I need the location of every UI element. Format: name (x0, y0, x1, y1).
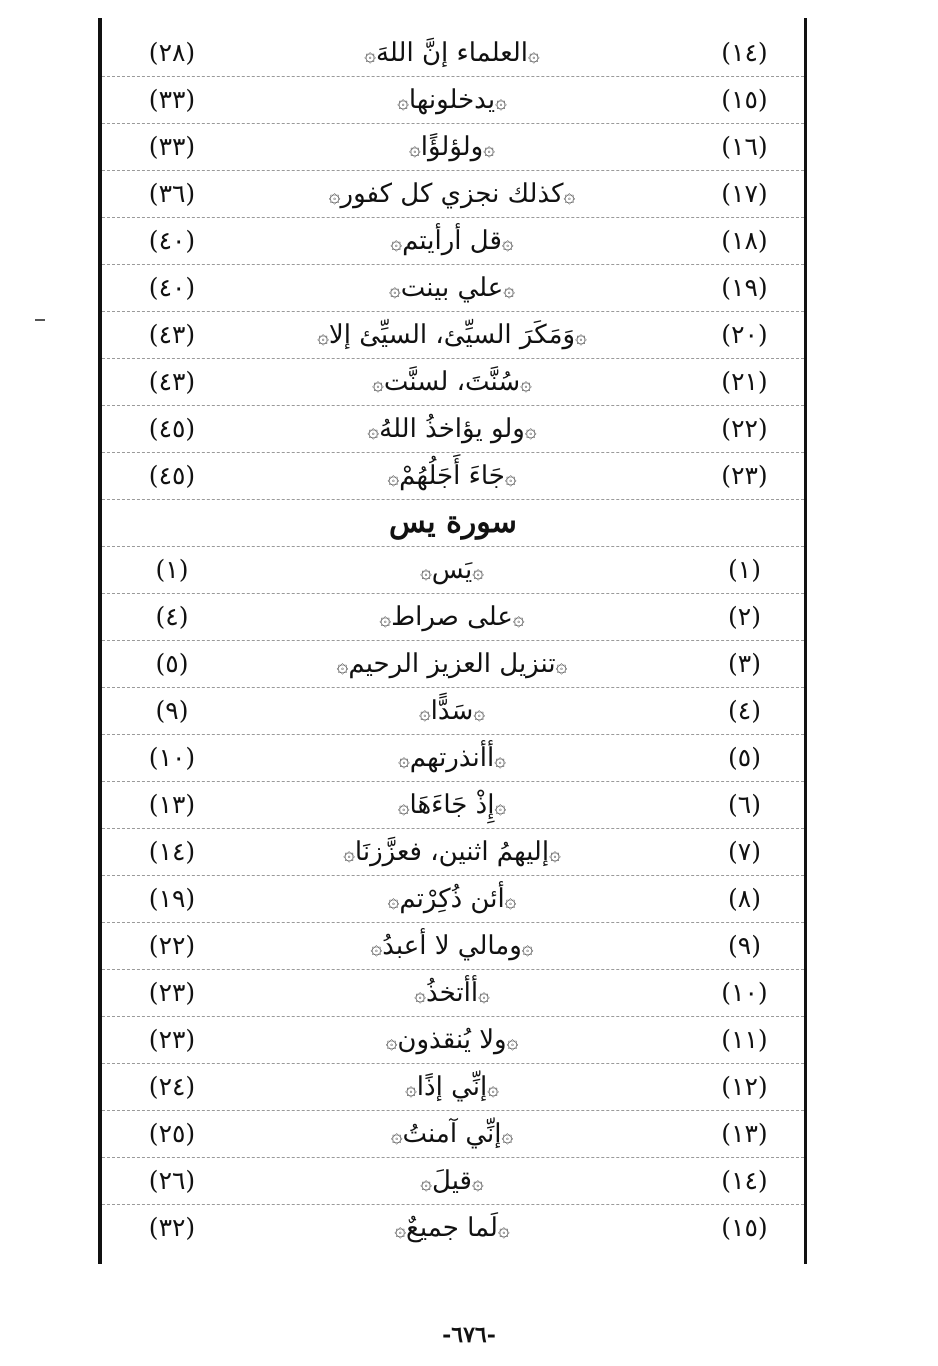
ornament-close-icon: ۞ (390, 1123, 403, 1147)
reference-number: (٤٠) (148, 273, 196, 302)
reference-number: (٣٢) (148, 1213, 196, 1242)
verse-text (252, 923, 652, 969)
reference-number: (١٩) (148, 884, 196, 913)
reference-number: (١٣) (148, 790, 196, 819)
verse-text (252, 688, 652, 734)
ornament-close-icon: ۞ (420, 559, 432, 583)
reference-number: (٣٦) (148, 179, 196, 208)
reference-number: (٥) (155, 649, 189, 678)
ornament-close-icon: ۞ (317, 324, 329, 348)
ornament-open-icon: ۞ (504, 888, 517, 912)
ornament-open-icon: ۞ (494, 794, 507, 818)
table-row (102, 594, 804, 641)
verse-number: (٥) (728, 743, 761, 772)
verse-number: (٢٠) (721, 320, 768, 349)
ornament-open-icon: ۞ (497, 1217, 510, 1241)
ornament-open-icon: ۞ (473, 700, 486, 724)
ornament-close-icon: ۞ (405, 1076, 417, 1100)
ornament-close-icon: ۞ (418, 700, 431, 724)
verse-text (252, 829, 652, 875)
ornament-open-icon: ۞ (472, 559, 484, 583)
verse-number: (١٧) (721, 179, 768, 208)
ornament-open-icon: ۞ (503, 277, 515, 301)
reference-number: (٤٠) (148, 226, 196, 255)
reference-number: (٤٥) (148, 414, 196, 443)
ornament-close-icon: ۞ (409, 136, 421, 160)
table-row (102, 406, 804, 453)
ornament-open-icon: ۞ (555, 653, 568, 677)
verse-words: ولؤلؤًا (420, 132, 484, 162)
verse-words: علي بينت (400, 273, 504, 303)
ornament-open-icon: ۞ (483, 136, 495, 160)
ornament-close-icon: ۞ (398, 747, 410, 771)
verse-words: سَدًّا (430, 696, 474, 726)
ornament-close-icon: ۞ (394, 1217, 407, 1241)
verse-words: إنِّي آمنتُ (402, 1119, 502, 1149)
table-row (102, 547, 804, 594)
verse-text (252, 735, 652, 781)
ornament-open-icon: ۞ (506, 1029, 519, 1053)
reference-number: (٤٥) (148, 461, 196, 490)
stray-mark (35, 319, 45, 321)
ornament-open-icon: ۞ (575, 324, 587, 348)
verse-number: (١٢) (721, 1072, 768, 1101)
verse-number: (١٤) (721, 1166, 768, 1195)
verse-text (252, 594, 652, 640)
verse-number: (٧) (728, 837, 761, 866)
ornament-close-icon: ۞ (420, 1170, 433, 1194)
verse-text (252, 641, 652, 687)
verse-words: جَاءَ أَجَلُهُمْ (399, 461, 505, 491)
table-row (102, 312, 804, 359)
verse-number: (١١) (721, 1025, 768, 1054)
table-row (102, 265, 804, 312)
table-row (102, 359, 804, 406)
table-row (102, 829, 804, 876)
ornament-open-icon: ۞ (501, 230, 514, 254)
ornament-close-icon: ۞ (414, 982, 426, 1006)
table-row (102, 782, 804, 829)
verse-number: (١٩) (721, 273, 768, 302)
verse-number: (٢٣) (721, 461, 768, 490)
verse-number: (١٥) (721, 85, 768, 114)
ornament-open-icon: ۞ (521, 935, 534, 959)
section-title: سورة يس (102, 500, 804, 547)
verse-words: قل أرأيتم (402, 226, 502, 256)
table-row (102, 641, 804, 688)
verse-number: (١٤) (721, 38, 768, 67)
verse-words: ولو يؤاخذُ اللهُ (379, 414, 525, 444)
reference-number: (٢٥) (148, 1119, 196, 1148)
verse-number: (١٠) (721, 978, 768, 1007)
ornament-close-icon: ۞ (343, 841, 355, 865)
verse-words: أأنذرتهم (409, 743, 495, 773)
verse-words: تنزيل العزيز الرحيم (348, 649, 556, 679)
ornament-close-icon: ۞ (387, 465, 400, 489)
verse-words: قيلَ (432, 1166, 472, 1196)
table-row (102, 171, 804, 218)
verse-text (252, 970, 652, 1016)
verse-text (252, 406, 652, 452)
verse-words: ولا يُنقذون (397, 1025, 507, 1055)
verse-words: إليهمُ اثنين، فعزَّزنَا (354, 837, 550, 867)
ornament-open-icon: ۞ (512, 606, 525, 630)
ornament-open-icon: ۞ (495, 89, 507, 113)
table-row (102, 876, 804, 923)
verse-text (252, 124, 652, 170)
table-row (102, 1111, 804, 1158)
verse-text (252, 1205, 652, 1251)
reference-number: (١) (155, 555, 189, 584)
reference-number: (٤) (155, 602, 189, 631)
table-row (102, 1205, 804, 1252)
table-row (102, 218, 804, 265)
verse-text (252, 547, 652, 593)
ornament-open-icon: ۞ (549, 841, 561, 865)
ornament-close-icon: ۞ (328, 183, 341, 207)
verse-text (252, 876, 652, 922)
verse-text (252, 1158, 652, 1204)
verse-number: (١) (728, 555, 761, 584)
ornament-open-icon: ۞ (504, 465, 517, 489)
verse-words: إنِّي إذًا (416, 1072, 488, 1102)
verse-number: (٨) (728, 884, 761, 913)
ornament-open-icon: ۞ (528, 42, 540, 66)
table-row (102, 1017, 804, 1064)
table-row (102, 453, 804, 500)
ornament-open-icon: ۞ (494, 747, 506, 771)
reference-number: (٢٢) (148, 931, 196, 960)
verse-words: يدخلونها (408, 85, 496, 115)
verse-number: (٣) (728, 649, 761, 678)
reference-number: (٢٦) (148, 1166, 196, 1195)
ornament-open-icon: ۞ (524, 418, 537, 442)
ornament-open-icon: ۞ (487, 1076, 499, 1100)
ornament-close-icon: ۞ (364, 42, 376, 66)
ornament-close-icon: ۞ (372, 371, 384, 395)
verse-number: (٢١) (721, 367, 768, 396)
table-row (102, 30, 804, 77)
ornament-close-icon: ۞ (389, 277, 401, 301)
verse-words: أئن ذُكِرْتم (399, 884, 505, 914)
verse-words: يَس (431, 555, 473, 585)
ornament-close-icon: ۞ (397, 89, 409, 113)
table-row (102, 1064, 804, 1111)
verse-text (252, 359, 652, 405)
ornament-open-icon: ۞ (478, 982, 490, 1006)
page-number: -٦٧٦- (442, 1322, 496, 1348)
verse-text (252, 77, 652, 123)
verse-text (252, 1111, 652, 1157)
table-row (102, 923, 804, 970)
verse-text (252, 265, 652, 311)
ornament-close-icon: ۞ (379, 606, 392, 630)
ornament-close-icon: ۞ (367, 418, 380, 442)
table-row (102, 970, 804, 1017)
verse-words: سُنَّتَ، لسنَّت (383, 367, 521, 397)
verse-words: العلماء إنَّ اللهَ (375, 38, 528, 68)
ornament-open-icon: ۞ (471, 1170, 484, 1194)
verse-number: (٢) (728, 602, 761, 631)
reference-number: (٢٣) (148, 1025, 196, 1054)
ornament-open-icon: ۞ (501, 1123, 514, 1147)
reference-number: (٩) (155, 696, 189, 725)
verse-number: (١٥) (721, 1213, 768, 1242)
ornament-close-icon: ۞ (370, 935, 383, 959)
reference-number: (٤٣) (148, 367, 196, 396)
ornament-close-icon: ۞ (336, 653, 349, 677)
reference-number: (٣٣) (148, 132, 196, 161)
ornament-close-icon: ۞ (397, 794, 410, 818)
table-row (102, 1158, 804, 1205)
reference-number: (١٠) (148, 743, 196, 772)
verse-text (252, 453, 652, 499)
verse-words: ومالي لا أعبدُ (382, 931, 522, 961)
verse-words: على صراط (391, 602, 513, 632)
reference-number: (٢٤) (148, 1072, 196, 1101)
verse-number: (١٦) (721, 132, 768, 161)
ornament-close-icon: ۞ (385, 1029, 398, 1053)
verse-number: (٦) (728, 790, 761, 819)
verse-text (252, 218, 652, 264)
index-table-frame (98, 18, 807, 1264)
verse-words: وَمَكَرَ السيِّئ، السيِّئ إلا (328, 320, 576, 350)
reference-number: (٢٨) (148, 38, 196, 67)
verse-text (252, 312, 652, 358)
reference-number: (٤٣) (148, 320, 196, 349)
verse-text (252, 30, 652, 76)
table-row (102, 124, 804, 171)
reference-number: (٢٣) (148, 978, 196, 1007)
ornament-close-icon: ۞ (387, 888, 400, 912)
reference-number: (٣٣) (148, 85, 196, 114)
verse-number: (٩) (728, 931, 761, 960)
verse-words: أأتخذُ (425, 978, 479, 1008)
verse-words: كذلك نجزي كل كفور (340, 179, 564, 209)
ornament-open-icon: ۞ (520, 371, 532, 395)
verse-words: لَما جميعٌ (406, 1213, 498, 1243)
verse-number: (١٣) (721, 1119, 768, 1148)
ornament-close-icon: ۞ (390, 230, 403, 254)
verse-words: إِذْ جَاءَهَا (409, 790, 495, 820)
verse-text (252, 1017, 652, 1063)
verse-number: (٢٢) (721, 414, 768, 443)
verse-text (252, 782, 652, 828)
table-row (102, 688, 804, 735)
reference-number: (١٤) (148, 837, 196, 866)
verse-text (252, 171, 652, 217)
table-row (102, 735, 804, 782)
table-row (102, 77, 804, 124)
verse-text (252, 1064, 652, 1110)
verse-number: (١٨) (721, 226, 768, 255)
verse-number: (٤) (728, 696, 761, 725)
ornament-open-icon: ۞ (563, 183, 576, 207)
